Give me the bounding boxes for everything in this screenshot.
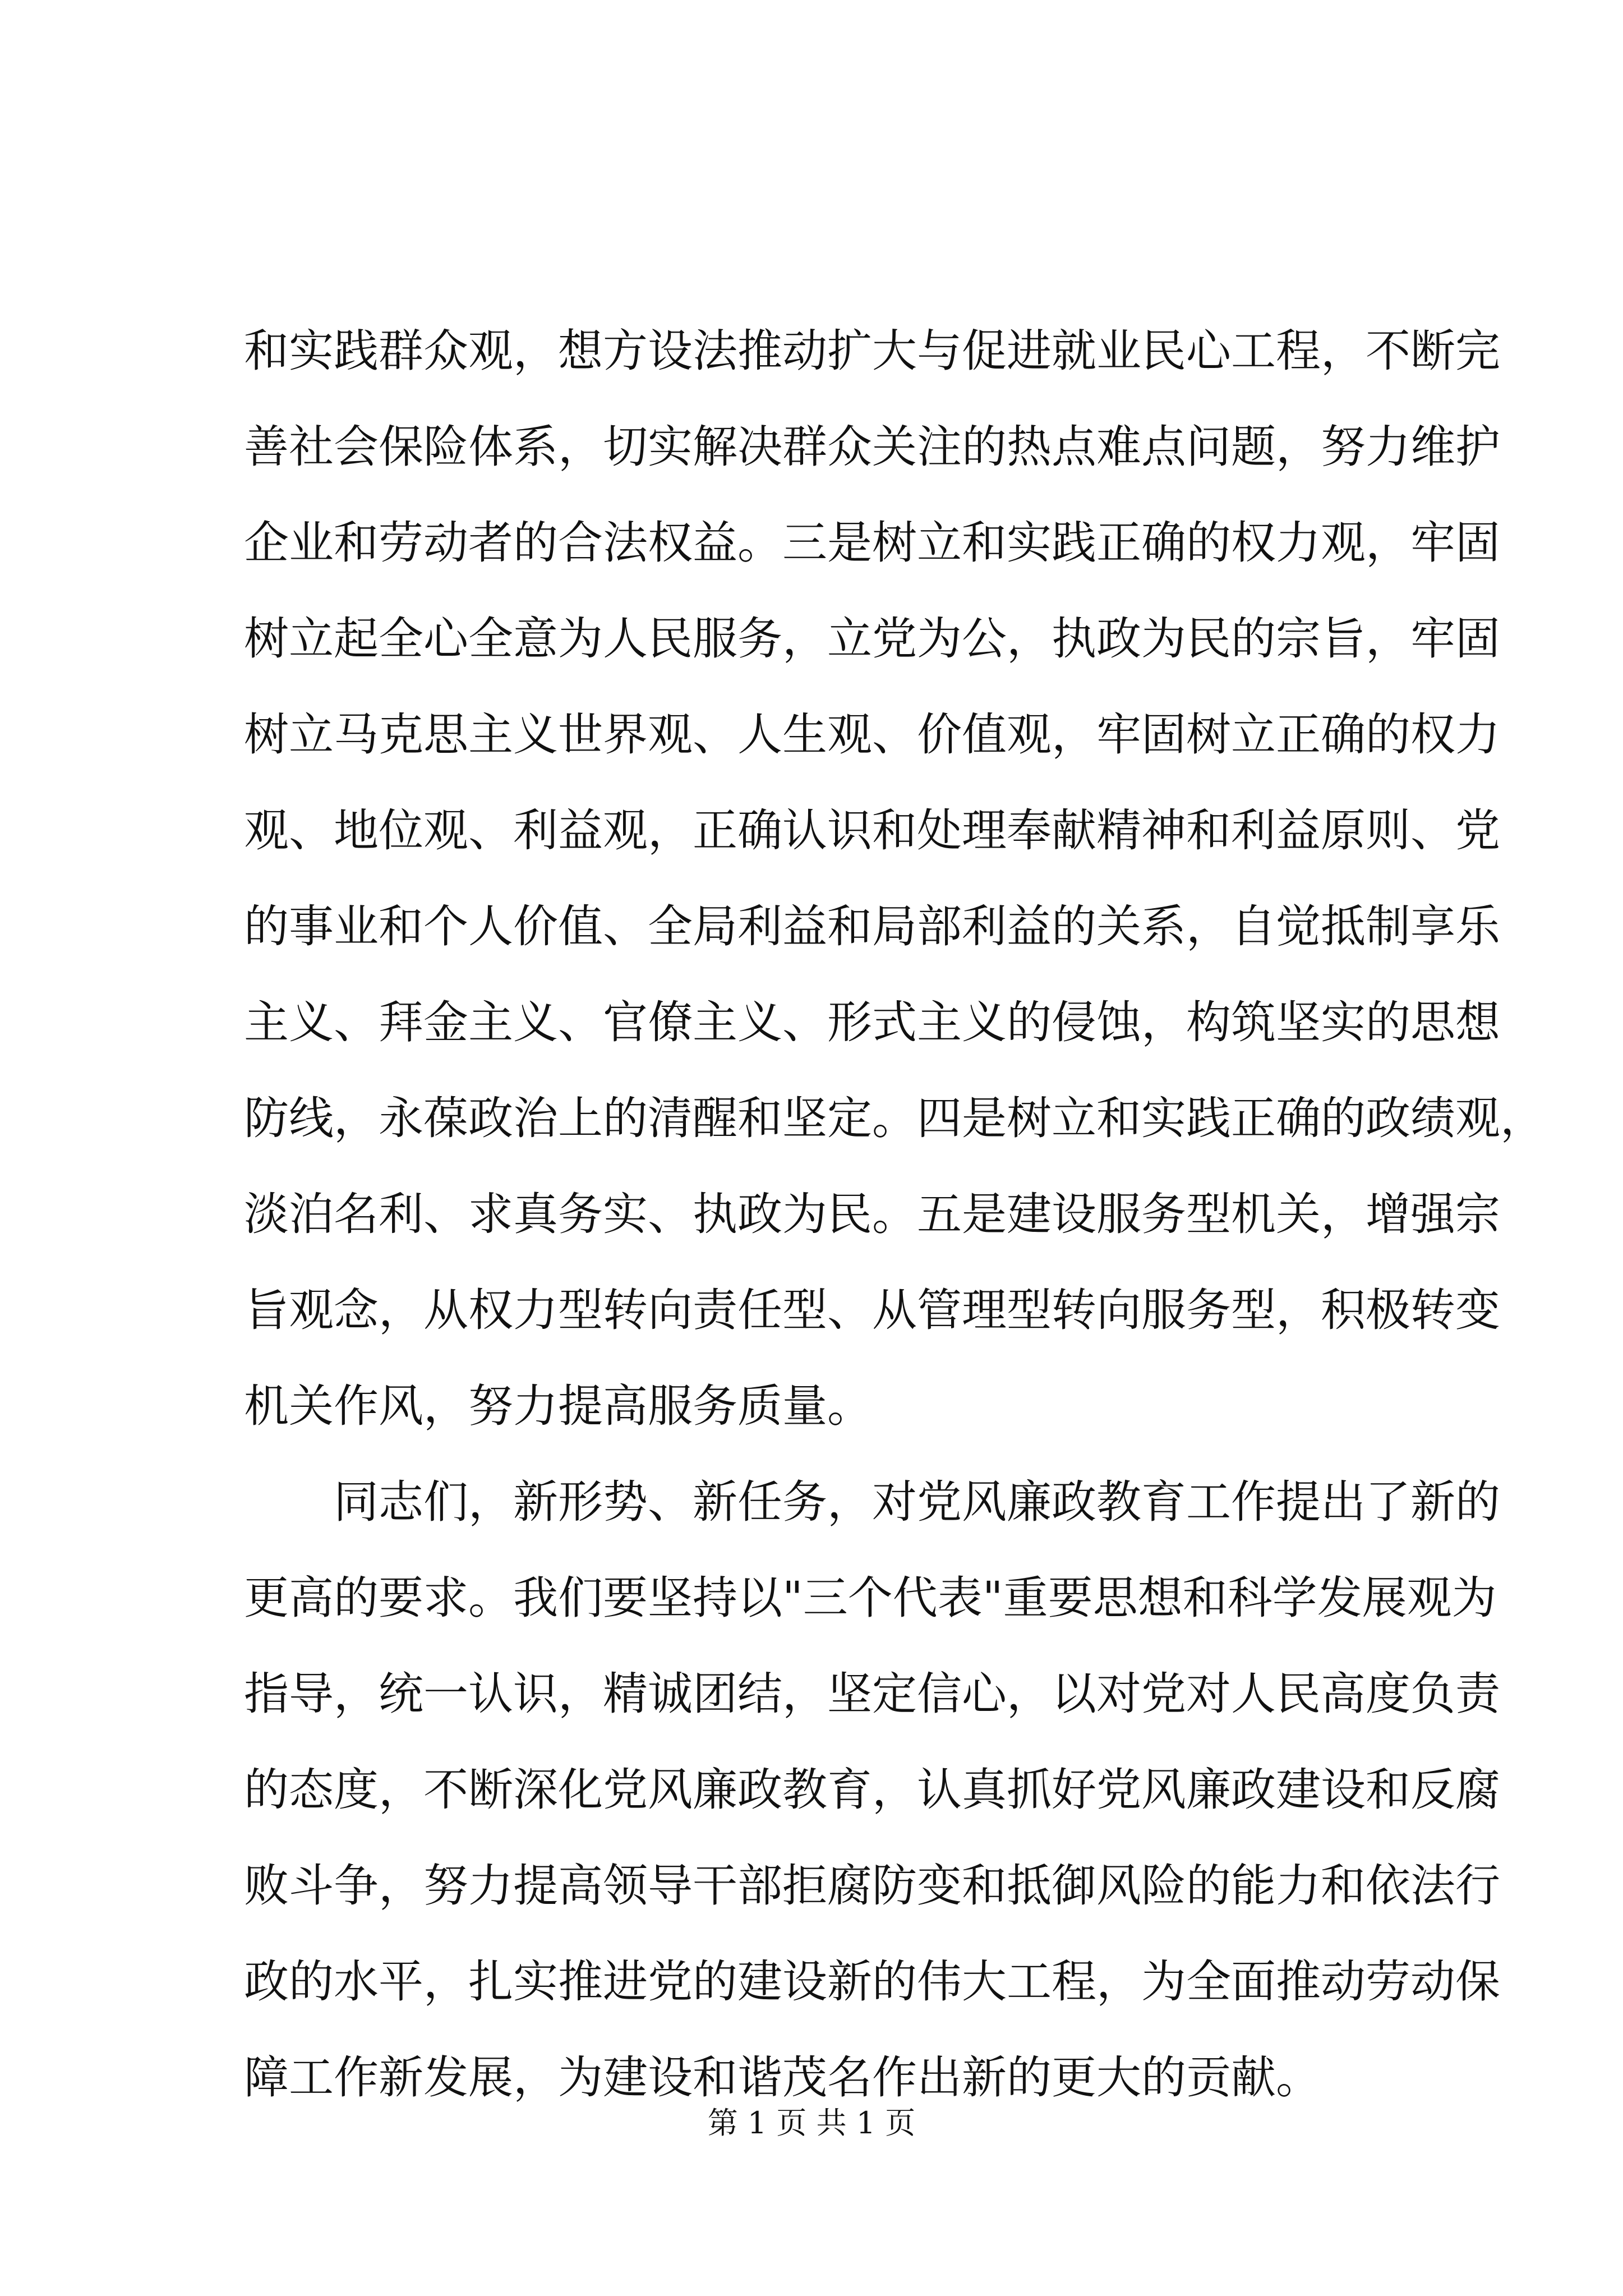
page-number-label: 第 1 页 共 1 页: [707, 2105, 916, 2141]
text-line: 防线，永葆政治上的清醒和坚定。四是树立和实践正确的政绩观，: [244, 1092, 1545, 1144]
text-line: 树立马克思主义世界观、人生观、价值观，牢固树立正确的权力: [244, 708, 1500, 761]
text-line: 善社会保险体系，切实解决群众关注的热点难点问题，努力维护: [244, 421, 1500, 473]
text-line: 败斗争，努力提高领导干部拒腐防变和抵御风险的能力和依法行: [244, 1860, 1500, 1912]
page-footer: [0, 2104, 1623, 2143]
text-line: 指导，统一认识，精诚团结，坚定信心，以对党对人民高度负责: [244, 1668, 1500, 1720]
text-line: 企业和劳动者的合法权益。三是树立和实践正确的权力观，牢固: [244, 517, 1500, 569]
text-line: 更高的要求。我们要坚持以"三个代表"重要思想和科学发展观为: [244, 1572, 1497, 1624]
text-line: 障工作新发展，为建设和谐茂名作出新的更大的贡献。: [244, 2051, 1321, 2104]
text-line: 淡泊名利、求真务实、执政为民。五是建设服务型机关，增强宗: [244, 1188, 1500, 1240]
body-text: [244, 303, 1545, 2125]
text-line: 同志们，新形势、新任务，对党风廉政教育工作提出了新的: [334, 1476, 1500, 1528]
text-line: 机关作风，努力提高服务质量。: [244, 1380, 872, 1432]
text-line: 政的水平，扎实推进党的建设新的伟大工程，为全面推动劳动保: [244, 1955, 1500, 2008]
text-line: 的态度，不断深化党风廉政教育，认真抓好党风廉政建设和反腐: [244, 1764, 1500, 1816]
text-line: 和实践群众观，想方设法推动扩大与促进就业民心工程，不断完: [244, 325, 1500, 377]
paragraph-2: [244, 1454, 1500, 2125]
text-line: 旨观念，从权力型转向责任型、从管理型转向服务型，积极转变: [244, 1284, 1500, 1336]
text-line: 主义、拜金主义、官僚主义、形式主义的侵蚀，构筑坚实的思想: [244, 996, 1500, 1048]
paragraph-1: [244, 303, 1545, 1454]
text-line: 观、地位观、利益观，正确认识和处理奉献精神和利益原则、党: [244, 804, 1500, 857]
text-line: 树立起全心全意为人民服务，立党为公，执政为民的宗旨，牢固: [244, 613, 1500, 665]
text-line: 的事业和个人价值、全局利益和局部利益的关系，自觉抵制享乐: [244, 900, 1500, 953]
